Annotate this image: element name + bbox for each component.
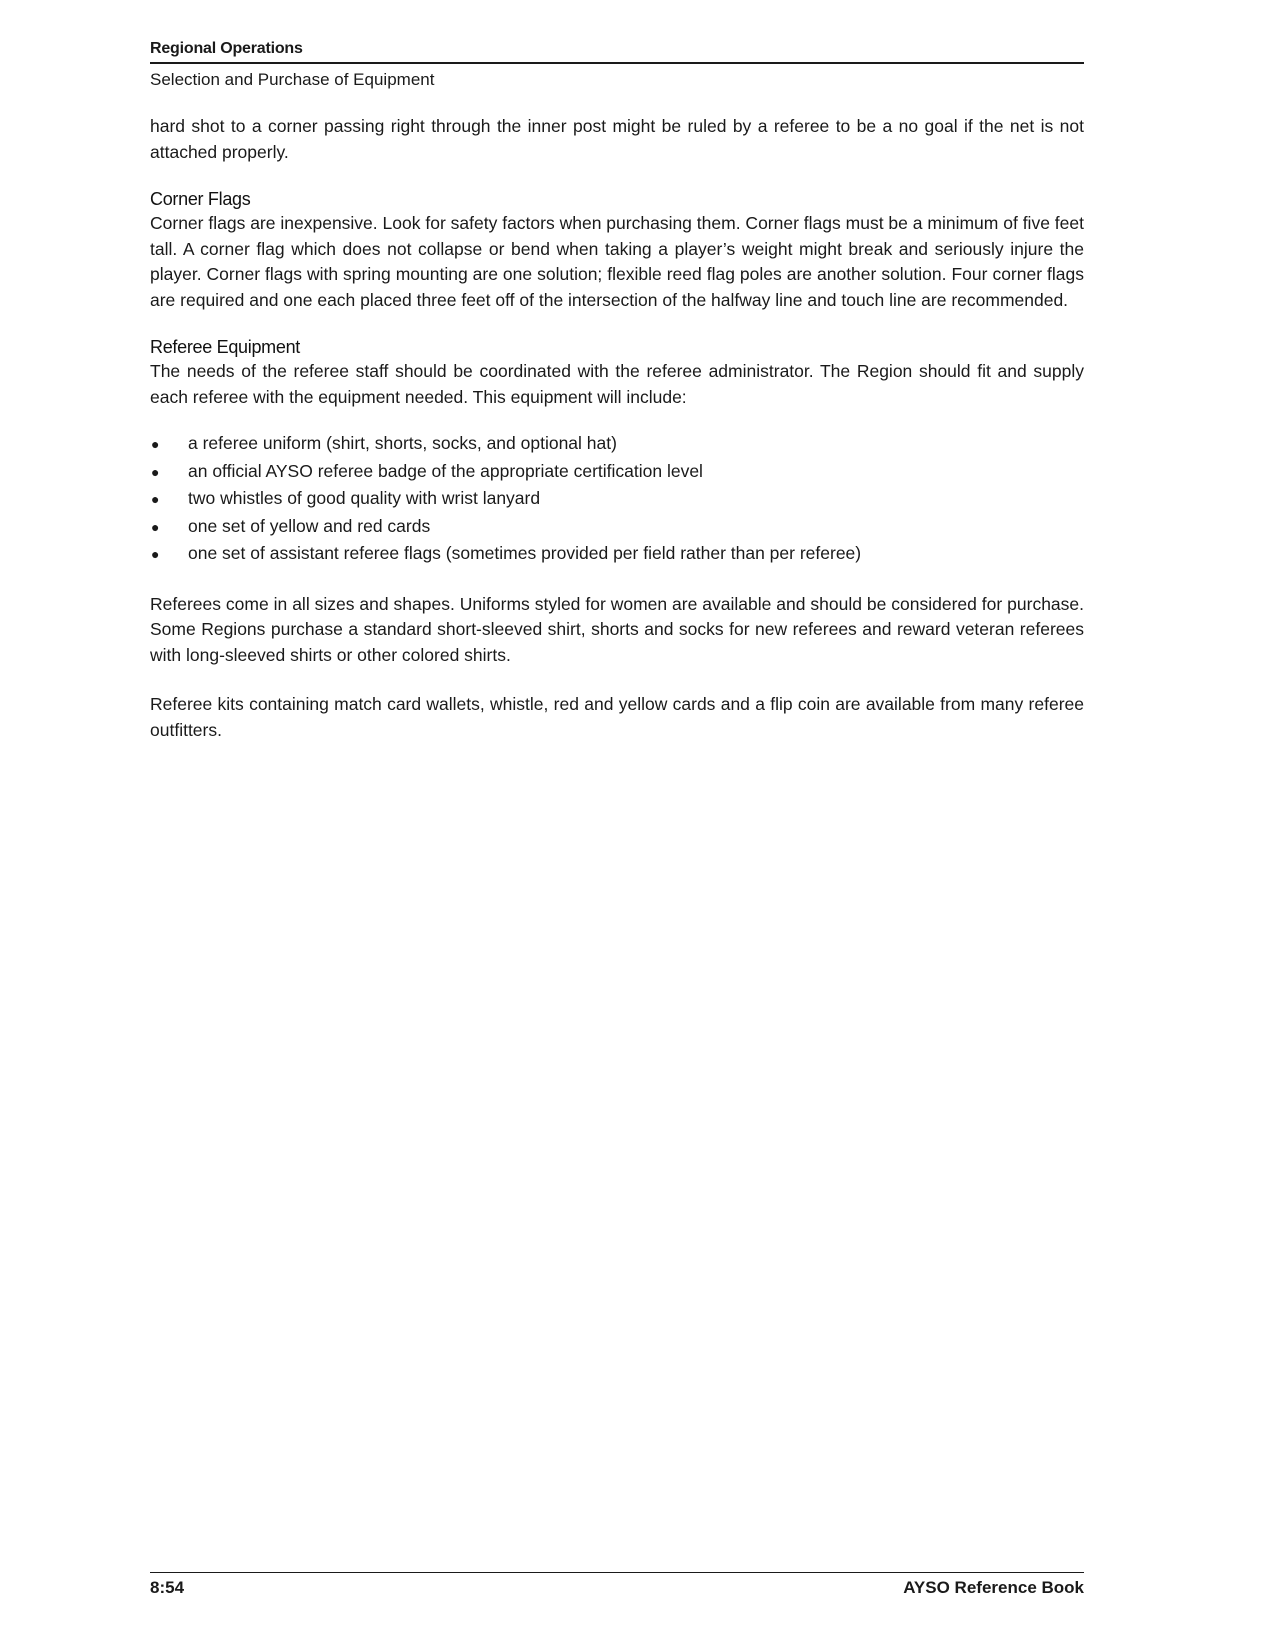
list-item	[150, 540, 1084, 568]
list-item	[150, 513, 1084, 541]
list-item-text: a referee uniform (shirt, shorts, socks, and optional hat)	[188, 433, 617, 453]
equipment-list	[150, 430, 1084, 568]
book-title: AYSO Reference Book	[903, 1578, 1084, 1597]
bullet-icon: ●	[151, 491, 160, 507]
referee-equipment-section	[150, 335, 1084, 743]
header-subsection-title: Selection and Purchase of Equipment	[150, 70, 435, 89]
referee-equipment-paragraph: The needs of the referee staff should be coordinated with the referee administrator. The Region should fit and supply each referee with the equipment needed. This equipment will include:	[150, 361, 1084, 407]
page-footer	[150, 1572, 1084, 1600]
page-header	[150, 38, 1084, 92]
list-item	[150, 430, 1084, 458]
list-item	[150, 485, 1084, 513]
referee-equipment-heading: Referee Equipment	[150, 337, 300, 357]
list-item-text: one set of assistant referee flags (sometimes provided per field rather than per referee)	[188, 543, 862, 563]
page-content	[150, 114, 1084, 743]
list-item-text: two whistles of good quality with wrist lanyard	[188, 488, 541, 508]
corner-flags-section	[150, 187, 1084, 313]
referee-sizes-paragraph: Referees come in all sizes and shapes. Uniforms styled for women are available and should be considered for purchase. Some Regions purchase a standard short-sleeved shirt, shorts and socks for new referees and reward veteran referees with long-sleeved shirts or other colored shirts.	[150, 593, 1084, 665]
page-number: 8:54	[150, 1578, 185, 1597]
corner-flags-paragraph: Corner flags are inexpensive. Look for safety factors when purchasing them. Corner flags must be a minimum of five feet tall. A corner flag which does not collapse or bend when taking a player’s weight might break and seriously injure the player. Corner flags with spring mounting are one solution; flexible reed flag poles are another solution. Four corner flags are required and one each placed three feet off of the intersection of the halfway line and touch line are recommended.	[150, 213, 1084, 310]
bullet-icon: ●	[151, 518, 160, 535]
header-section-title: Regional Operations	[150, 38, 1084, 64]
bullet-icon: ●	[151, 436, 160, 452]
intro-paragraph: hard shot to a corner passing right through the inner post might be ruled by a referee to be a no goal if the net is not attached properly.	[150, 116, 1084, 162]
bullet-icon: ●	[151, 546, 160, 562]
list-item	[150, 458, 1084, 486]
referee-kits-paragraph: Referee kits containing match card wallets, whistle, red and yellow cards and a flip coin are available from many referee outfitters.	[150, 694, 1084, 740]
corner-flags-heading: Corner Flags	[150, 189, 251, 209]
list-item-text: an official AYSO referee badge of the appropriate certification level	[188, 460, 703, 481]
list-item-text: one set of yellow and red cards	[188, 515, 431, 536]
bullet-icon: ●	[151, 463, 160, 480]
